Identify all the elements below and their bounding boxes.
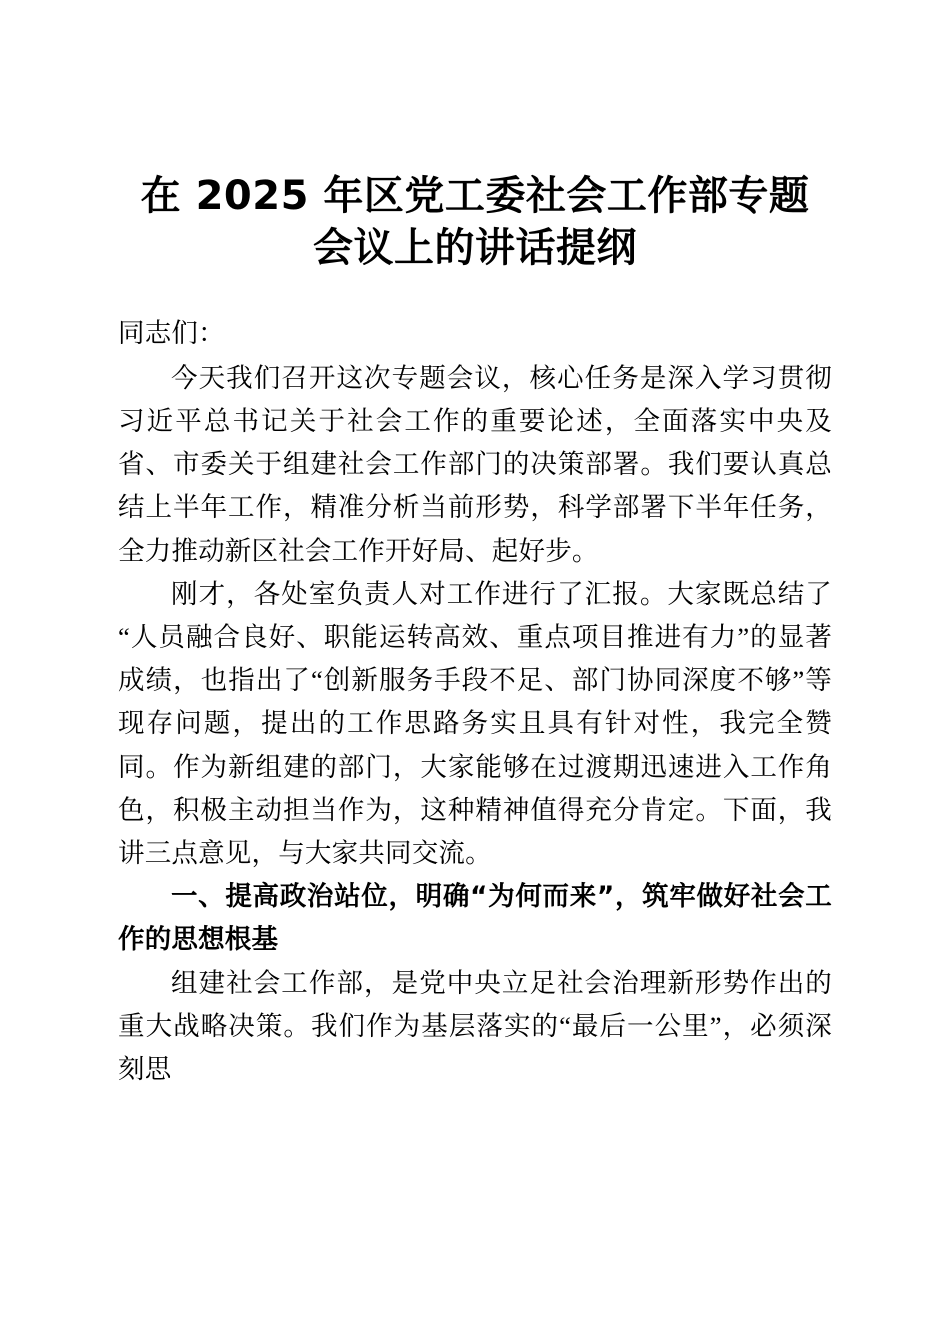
page-title: 在 2025 年区党工委社会工作部专题会议上的讲话提纲 — [140, 173, 810, 271]
salutation: 同志们： — [118, 318, 225, 348]
section-heading-1: 一、提高政治站位，明确“为何而来”，筑牢做好社会工作的思想根基 — [118, 881, 832, 956]
paragraph-1: 今天我们召开这次专题会议，核心任务是深入学习贯彻习近平总书记关于社会工作的重要论述，全面落实中央及省、市委关于组建社会工作部门的决策部署。我们要认真总结上半年工作，精准分析当前形势，科学部署下半年任务，全力推动新区社会工作开好局、起好步。 — [118, 362, 832, 566]
paragraph-3: 组建社会工作部，是党中央立足社会治理新形势作出的重大战略决策。我们作为基层落实的“最后一公里”，必须深刻思 — [118, 967, 832, 1084]
paragraph-2: 刚才，各处室负责人对工作进行了汇报。大家既总结了“人员融合良好、职能运转高效、重点项目推进有力”的显著成绩，也指出了“创新服务手段不足、部门协同深度不够”等现存问题，提出的工作思路务实且具有针对性，我完全赞同。作为新组建的部门，大家能够在过渡期迅速进入工作角色，积极主动担当作为，这种精神值得充分肯定。下面，我讲三点意见，与大家共同交流。 — [118, 578, 832, 868]
